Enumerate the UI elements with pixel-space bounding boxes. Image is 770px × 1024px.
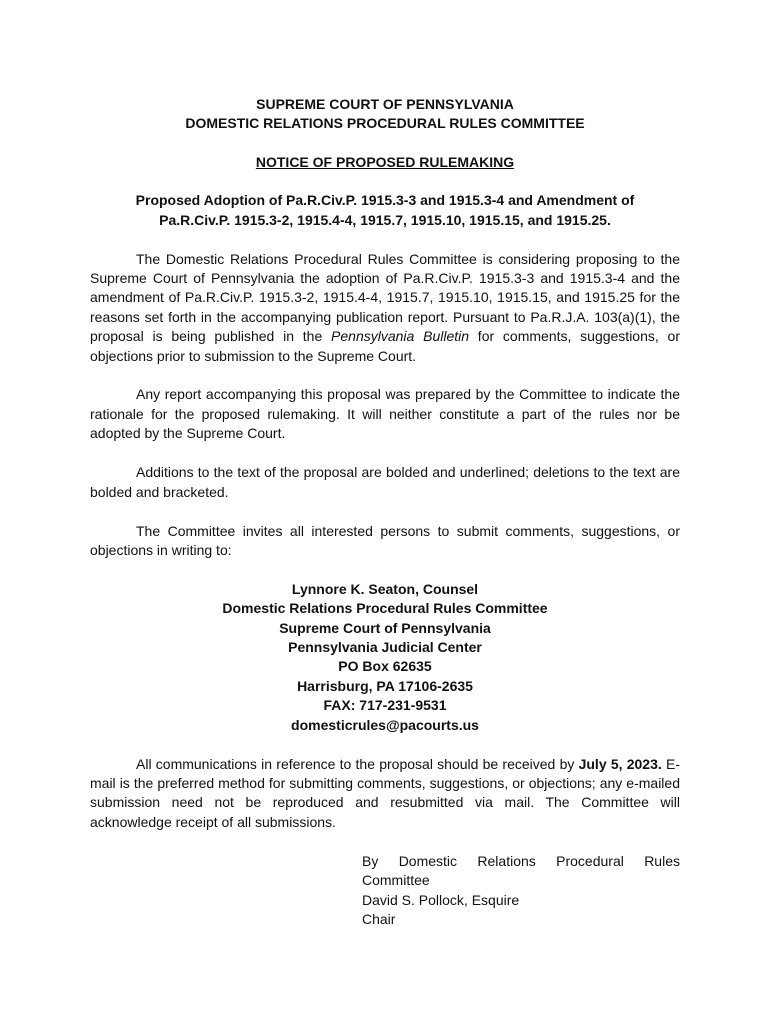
address-center: Pennsylvania Judicial Center — [288, 639, 482, 656]
deadline-date: July 5, 2023. — [578, 755, 662, 772]
address-pobox: PO Box 62635 — [338, 658, 432, 675]
paragraph-4: The Committee invites all interested persons to submit comments, suggestions, or objections in writing to: — [90, 522, 680, 558]
paragraph-1 — [90, 250, 680, 366]
address-city: Harrisburg, PA 17106-2635 — [297, 677, 473, 694]
proposed-line-1: Proposed Adoption of Pa.R.Civ.P. 1915.3-3 and 1915.3-4 and Amendment of — [135, 192, 635, 209]
court-title: SUPREME COURT OF PENNSYLVANIA — [256, 96, 514, 112]
document-header — [90, 95, 680, 134]
signature-block — [362, 852, 680, 930]
committee-title: DOMESTIC RELATIONS PROCEDURAL RULES COMMITTEE — [185, 115, 585, 132]
signature-title: Chair — [362, 910, 396, 927]
bulletin-title: Pennsylvania Bulletin — [331, 328, 470, 345]
address-fax: FAX: 717-231-9531 — [323, 697, 447, 714]
notice-heading — [90, 153, 680, 172]
address-committee: Domestic Relations Procedural Rules Committee — [222, 600, 548, 617]
proposed-line-2: Pa.R.Civ.P. 1915.3-2, 1915.4-4, 1915.7, 1915.10, 1915.15, and 1915.25. — [159, 211, 611, 228]
paragraph-1-text-a: The Domestic Relations Procedural Rules Committee is considering proposing to the Supreme Court of Pennsylvania the adoption of Pa.R.Civ.P. 1915.3-3 and 1915.3-4 and the amendment of Pa.R.Civ.P. 1915.3-2, 1915.4-4, 1915.7, 1915.10, 1915.15, and 1915.25 for the reasons set forth in the accompanying publication report. Pursuant to Pa.R.J.A. 103(a)(1), the proposal is being published in the — [90, 250, 680, 345]
paragraph-5-text-a: All communications in reference to the proposal should be received by — [136, 755, 579, 772]
signature-by-line: By Domestic Relations Procedural Rules — [362, 852, 680, 869]
counsel-name: Lynnore K. Seaton, Counsel — [291, 580, 479, 597]
proposed-heading — [90, 191, 680, 230]
address-court: Supreme Court of Pennsylvania — [279, 619, 491, 636]
paragraph-5 — [90, 755, 680, 833]
paragraph-1-text-b: for comments, suggestions, or objections prior to submission to the Supreme Court. — [90, 328, 681, 364]
contact-address — [90, 580, 680, 735]
signature-by-line-2: Committee — [362, 872, 430, 889]
paragraph-3: Additions to the text of the proposal are bolded and underlined; deletions to the text are bolded and bracketed. — [90, 464, 680, 500]
address-email: domesticrules@pacourts.us — [291, 716, 479, 733]
notice-title: NOTICE OF PROPOSED RULEMAKING — [255, 153, 515, 170]
paragraph-5-text-b: E-mail is the preferred method for submitting comments, suggestions, or objections; any e-mailed submission need not be reproduced and resubmitted via mail. The Committee will acknowledge receipt of all submissions. — [90, 755, 680, 830]
signature-name: David S. Pollock, Esquire — [362, 891, 520, 908]
paragraph-2: Any report accompanying this proposal was prepared by the Committee to indicate the rationale for the proposed rulemaking. It will neither constitute a part of the rules nor be adopted by the Supreme Court. — [90, 386, 680, 442]
